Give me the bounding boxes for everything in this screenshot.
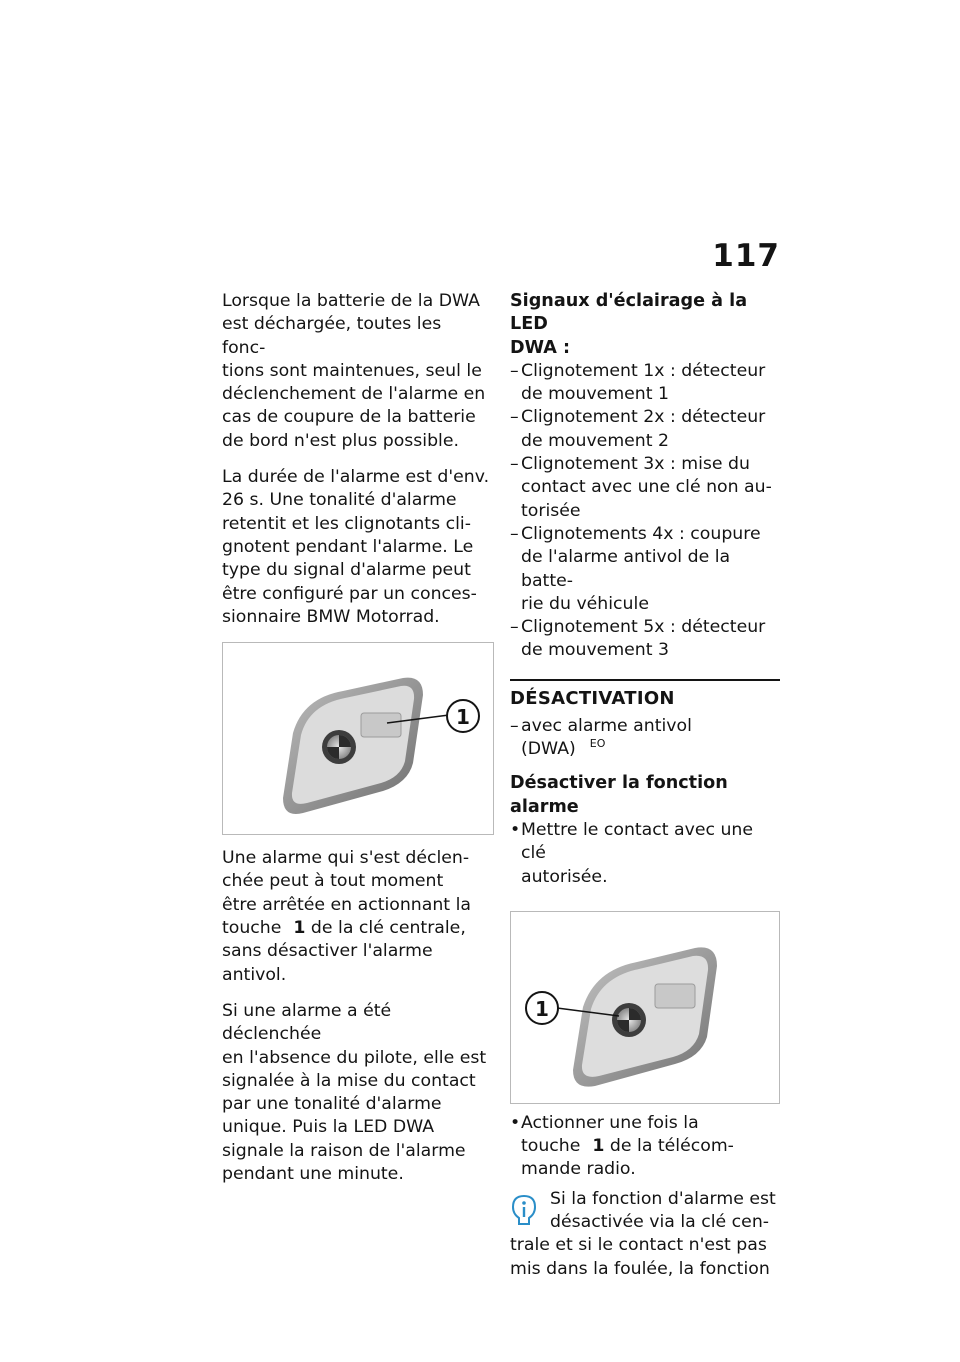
signal-item-4: – Clignotements 4x : coupure de l'alarme antivol de la batte- rie du véhicule [510,523,761,614]
key-fob-illustration [223,643,493,834]
equipment-flag: EO [589,737,606,751]
key-fob-figure [222,642,494,835]
dash-mark: – [510,523,519,544]
figure-callout-1: 1 [535,996,549,1021]
page-number: 117 [712,238,780,274]
paragraph-stop-alarm: Une alarme qui s'est déclen- chée peut à tout moment être arrêtée en actionnant la touche 1 de la clé centrale, sans désactiver l'alarme antivol. [222,848,471,985]
paragraph-absence-alarm: Si une alarme a été déclenchée en l'absence du pilote, elle est signalée à la mise du contact par une tonalité d'alarme unique. Puis la LED DWA signale la raison de l'alarme pendant une minute. [222,1000,487,1185]
left-column [222,290,490,1199]
signal-item-2: – Clignotement 2x : détecteur de mouvement 2 [510,407,766,451]
bullet-mark: • [510,819,521,840]
signal-item-5: – Clignotement 5x : détecteur de mouvement 3 [510,617,766,661]
dash-mark: – [510,617,519,638]
key-reference: 1 [592,1136,605,1157]
dash-mark: – [510,454,519,475]
step-press-button: • Actionner une fois la touche 1 de la télécom- mande radio. [510,1112,734,1180]
dash-mark: – [510,360,519,381]
key-reference: 1 [293,918,306,939]
bullet-mark: • [510,1112,521,1133]
paragraph-battery: Lorsque la batterie de la DWA est déchargée, toutes les fonc- tions sont maintenues, seul le déclenchement de l'alarme en cas de coupure de la batterie de bord n'est plus possible. [222,291,486,451]
subheading-deactivate: Désactiver la fonction alarme [510,773,728,817]
signal-item-1: – Clignotement 1x : détecteur de mouvement 1 [510,360,766,405]
right-column [510,290,780,1281]
section-rule [510,679,780,681]
dash-mark: – [510,407,519,428]
signals-heading: Signaux d'éclairage à la LED DWA : [510,291,748,358]
key-fob-figure-2 [510,911,780,1104]
info-icon [510,1194,538,1228]
key-fob-illustration-2 [511,912,779,1103]
paragraph-alarm-duration: La durée de l'alarme est d'env. 26 s. Une tonalité d'alarme retentit et les clignotants cli- gnotent pendant l'alarme. Le type du signal d'alarme peut être configuré par un conces- sionnaire BMW Motorrad. [222,467,490,627]
signal-item-3: – Clignotement 3x : mise du contact avec une clé non au- torisée [510,454,772,521]
condition-item: – avec alarme antivol (DWA) $^{EO}$ [510,715,692,760]
step-ignition: • Mettre le contact avec une clé autorisée. [510,819,754,887]
info-note: Si la fonction d'alarme est désactivée via la clé cen- trale et si le contact n'est pas mis dans la foulée, la fonction [510,1188,776,1279]
dash-mark: – [510,715,519,736]
figure-callout-1: 1 [456,705,470,730]
section-title: DÉSACTIVATION [510,687,675,709]
